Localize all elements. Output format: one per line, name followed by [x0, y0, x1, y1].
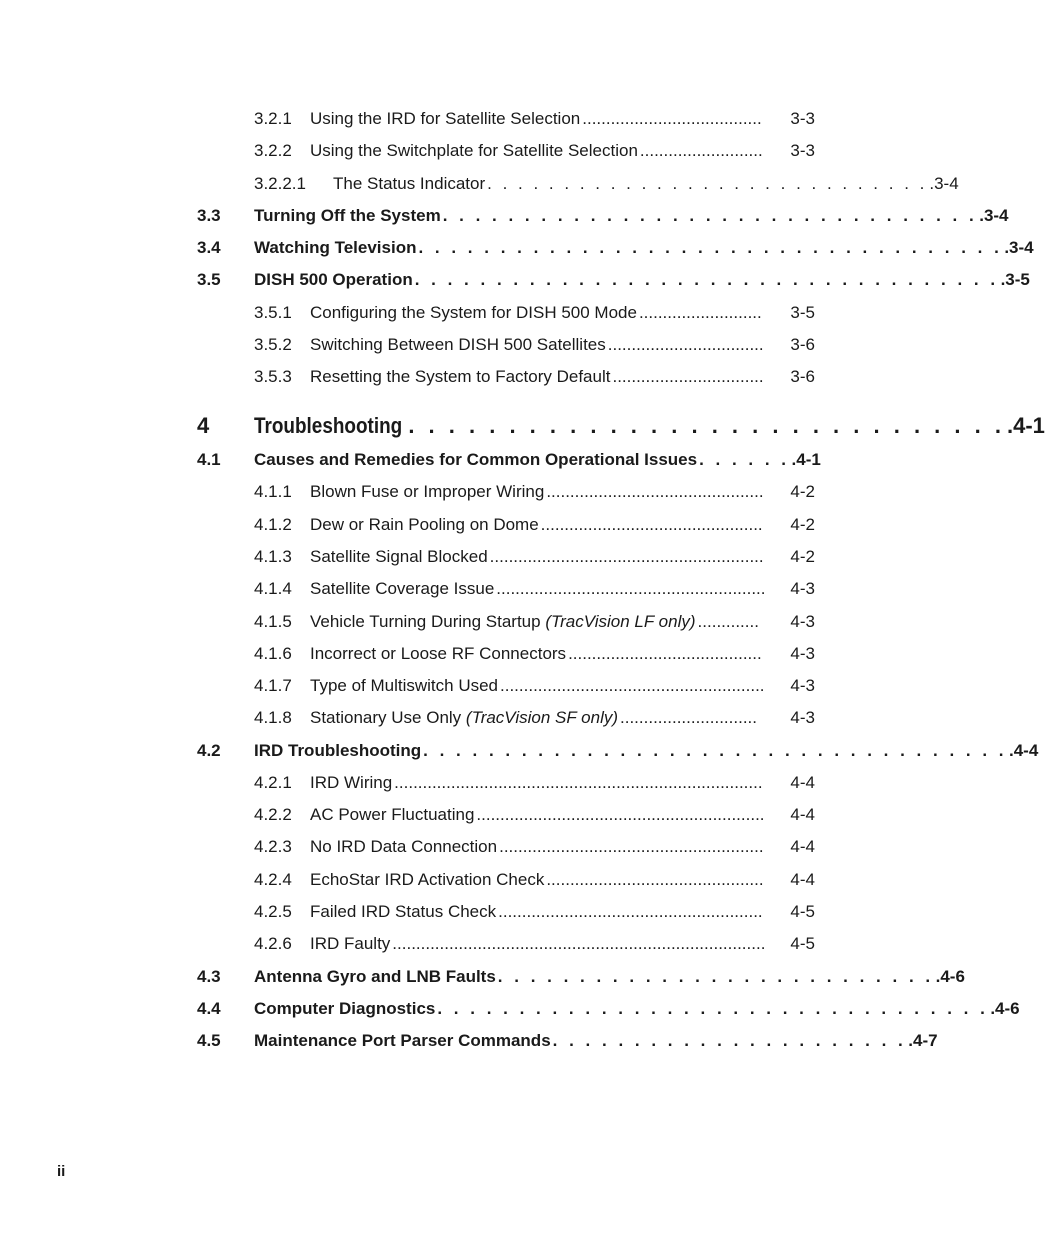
- toc-entry[interactable]: [0, 999, 1020, 1023]
- entry-number: 4.2.4: [254, 870, 292, 889]
- entry-page: 4-3: [790, 612, 815, 631]
- dot-leader: . . . . . . . . . . . . . . . . . . . . . . . . . . . . .: [487, 174, 928, 193]
- toc-entry[interactable]: [0, 335, 954, 359]
- entry-title: IRD Wiring: [310, 773, 393, 792]
- dot-leader: . . . . . . . . . . . . . . . . . . . . . . . . . . . . . .: [408, 413, 1005, 438]
- entry-page: 4-2: [790, 482, 815, 501]
- entry-page: 4-3: [790, 644, 815, 663]
- toc-entry[interactable]: [0, 934, 954, 958]
- entry-title: Using the IRD for Satellite Selection: [310, 109, 581, 128]
- entry-title: DISH 500 Operation: [254, 270, 413, 289]
- dot-leader: ................................: [612, 367, 764, 386]
- toc-entry[interactable]: [0, 612, 954, 636]
- entry-title: Stationary Use Only (TracVision SF only): [310, 708, 619, 727]
- dot-leader: .........................................................: [496, 579, 766, 598]
- toc-entry[interactable]: [0, 206, 1009, 230]
- entry-title: Maintenance Port Parser Commands: [254, 1031, 551, 1050]
- entry-page: .3-5: [1000, 270, 1030, 289]
- dot-leader: ..............................................: [546, 482, 764, 501]
- dot-leader: ...............................................................................: [392, 934, 766, 953]
- toc-entry[interactable]: [0, 676, 954, 700]
- entry-title: Switching Between DISH 500 Satellites: [310, 335, 606, 354]
- toc-entry[interactable]: [0, 579, 954, 603]
- entry-number: 4.1.1: [254, 482, 292, 501]
- toc-chapter-entry[interactable]: [0, 413, 1045, 443]
- toc-entry[interactable]: [0, 870, 954, 894]
- entry-page: 4-5: [790, 902, 815, 921]
- entry-page: 3-6: [790, 335, 815, 354]
- dot-leader: . . . . . . . . . . . . . . . . . . . . . . . . . . . . . . . . . . . .: [418, 238, 1003, 257]
- dot-leader: .................................: [607, 335, 764, 354]
- entry-title: Vehicle Turning During Startup (TracVision LF only): [310, 612, 696, 631]
- toc-entry[interactable]: [0, 773, 954, 797]
- entry-title: EchoStar IRD Activation Check: [310, 870, 545, 889]
- entry-page: .3-4: [1004, 238, 1034, 257]
- dot-leader: . . . . . . . . . . . . . . . . . . . . . .: [552, 1031, 907, 1050]
- chapter-title: Troubleshooting: [254, 413, 403, 438]
- toc-entry[interactable]: [0, 238, 1034, 262]
- entry-number: 4.1.4: [254, 579, 292, 598]
- dot-leader: . . . . . . . . . . . . . . . . . . . . . . . . . . .: [497, 967, 934, 986]
- entry-number: 4.1.6: [254, 644, 292, 663]
- toc-entry[interactable]: [0, 708, 954, 732]
- toc-entry[interactable]: [0, 109, 954, 133]
- entry-page: 3-6: [790, 367, 815, 386]
- entry-title: Incorrect or Loose RF Connectors: [310, 644, 567, 663]
- dot-leader: . . . . . . . . . . . . . . . . . . . . . . . . . . . . . . . . . . . .: [414, 270, 999, 289]
- entry-title: Causes and Remedies for Common Operational Issues: [254, 450, 698, 469]
- entry-page: 4-4: [790, 805, 815, 824]
- dot-leader: ...............................................: [540, 515, 763, 534]
- dot-leader: ........................................................: [499, 837, 764, 856]
- dot-leader: .............: [697, 612, 759, 631]
- entry-page: 3-5: [790, 303, 815, 322]
- toc-entry[interactable]: [0, 547, 954, 571]
- entry-page: 4-4: [790, 837, 815, 856]
- entry-number: 4.1: [197, 450, 221, 469]
- entry-number: 3.2.2.1: [254, 174, 306, 193]
- entry-title-italic: (TracVision LF only): [545, 612, 696, 631]
- entry-title: IRD Faulty: [310, 934, 391, 953]
- entry-number: 3.2.1: [254, 109, 292, 128]
- entry-page: .4-1: [1006, 413, 1045, 438]
- entry-page: .4-1: [791, 450, 821, 469]
- page-number: ii: [57, 1163, 66, 1180]
- entry-title: Failed IRD Status Check: [310, 902, 497, 921]
- toc-entry[interactable]: [0, 141, 954, 165]
- entry-page: .4-6: [990, 999, 1020, 1018]
- entry-number: 4.2.6: [254, 934, 292, 953]
- entry-number: 4.2: [197, 741, 221, 760]
- entry-title: IRD Troubleshooting: [254, 741, 422, 760]
- toc-entry[interactable]: [0, 902, 954, 926]
- entry-page: .3-4: [979, 206, 1009, 225]
- toc-entry[interactable]: [0, 450, 954, 474]
- toc-entry[interactable]: [0, 270, 1030, 294]
- dot-leader: .............................................................: [476, 805, 765, 824]
- entry-page: 3-3: [790, 109, 815, 128]
- toc-entry[interactable]: [0, 482, 954, 506]
- entry-number: 4.1.5: [254, 612, 292, 631]
- dot-leader: ..............................................: [546, 870, 764, 889]
- entry-number: 4.2.3: [254, 837, 292, 856]
- dot-leader: ........................................................: [498, 902, 763, 921]
- entry-page: 4-5: [790, 934, 815, 953]
- entry-title: Turning Off the System: [254, 206, 441, 225]
- entry-title: Type of Multiswitch Used: [310, 676, 499, 695]
- entry-number: 3.4: [197, 238, 221, 257]
- entry-number: 4.3: [197, 967, 221, 986]
- dot-leader: . . . . . . . . . . . . . . . . . . . . . . . . . . . . . . . . . .: [437, 999, 989, 1018]
- entry-page: 4-3: [790, 579, 815, 598]
- entry-page: 4-2: [790, 515, 815, 534]
- entry-title: Dew or Rain Pooling on Dome: [310, 515, 539, 534]
- entry-title: Satellite Coverage Issue: [310, 579, 495, 598]
- toc-entry[interactable]: [0, 805, 954, 829]
- dot-leader: ..........................: [639, 141, 763, 160]
- entry-title: No IRD Data Connection: [310, 837, 498, 856]
- entry-number: 4.2.5: [254, 902, 292, 921]
- entry-number: 3.5: [197, 270, 221, 289]
- toc-entry[interactable]: [0, 367, 954, 391]
- entry-title-italic: (TracVision SF only): [465, 708, 619, 727]
- entry-page: .4-7: [908, 1031, 938, 1050]
- entry-number: 4.1.3: [254, 547, 292, 566]
- entry-number: 4.2.1: [254, 773, 292, 792]
- entry-number: 3.5.1: [254, 303, 292, 322]
- toc-entry[interactable]: [0, 1031, 954, 1055]
- entry-page: 4-4: [790, 773, 815, 792]
- entry-number: 4.4: [197, 999, 221, 1018]
- entry-title: Satellite Signal Blocked: [310, 547, 488, 566]
- entry-title: Watching Television: [254, 238, 417, 257]
- entry-page: 4-4: [790, 870, 815, 889]
- chapter-number: 4: [197, 413, 210, 438]
- entry-page: 4-3: [790, 708, 815, 727]
- toc-entry[interactable]: [0, 837, 954, 861]
- entry-number: 4.2.2: [254, 805, 292, 824]
- entry-title: Antenna Gyro and LNB Faults: [254, 967, 496, 986]
- entry-number: 3.3: [197, 206, 221, 225]
- entry-page: 3-3: [790, 141, 815, 160]
- entry-page: 4-3: [790, 676, 815, 695]
- entry-page: .3-4: [929, 174, 959, 193]
- entry-title: Resetting the System to Factory Default: [310, 367, 611, 386]
- dot-leader: . . . . . . . . . . . . . . . . . . . . . . . . . . . . . . . . .: [442, 206, 978, 225]
- dot-leader: ..............................................................................: [394, 773, 763, 792]
- entry-title: Using the Switchplate for Satellite Selection: [310, 141, 638, 160]
- dot-leader: . . . . . .: [699, 450, 790, 469]
- toc-entry[interactable]: [0, 174, 959, 198]
- entry-title: Computer Diagnostics: [254, 999, 436, 1018]
- toc-entry[interactable]: [0, 967, 965, 991]
- entry-number: 3.5.2: [254, 335, 292, 354]
- entry-page: .4-6: [935, 967, 965, 986]
- toc-entry[interactable]: [0, 644, 954, 668]
- dot-leader: ........................................................: [500, 676, 765, 695]
- entry-number: 4.1.7: [254, 676, 292, 695]
- entry-number: 3.2.2: [254, 141, 292, 160]
- entry-title: The Status Indicator: [333, 174, 486, 193]
- dot-leader: ..........................: [638, 303, 762, 322]
- entry-number: 4.1.8: [254, 708, 292, 727]
- toc-entry[interactable]: [0, 303, 954, 327]
- entry-page: .4-4: [1009, 741, 1039, 760]
- dot-leader: ......................................: [582, 109, 762, 128]
- entry-number: 3.5.3: [254, 367, 292, 386]
- dot-leader: . . . . . . . . . . . . . . . . . . . . . . . . . . . . . . . . . . . .: [423, 741, 1007, 760]
- toc-entry[interactable]: [0, 515, 954, 539]
- entry-title: Blown Fuse or Improper Wiring: [310, 482, 545, 501]
- dot-leader: .........................................: [568, 644, 762, 663]
- entry-page: 4-2: [790, 547, 815, 566]
- entry-number: 4.1.2: [254, 515, 292, 534]
- toc-entry[interactable]: [0, 741, 1039, 765]
- dot-leader: .............................: [620, 708, 757, 727]
- entry-title: Configuring the System for DISH 500 Mode: [310, 303, 637, 322]
- entry-number: 4.5: [197, 1031, 221, 1050]
- dot-leader: ..........................................................: [489, 547, 764, 566]
- entry-title: AC Power Fluctuating: [310, 805, 475, 824]
